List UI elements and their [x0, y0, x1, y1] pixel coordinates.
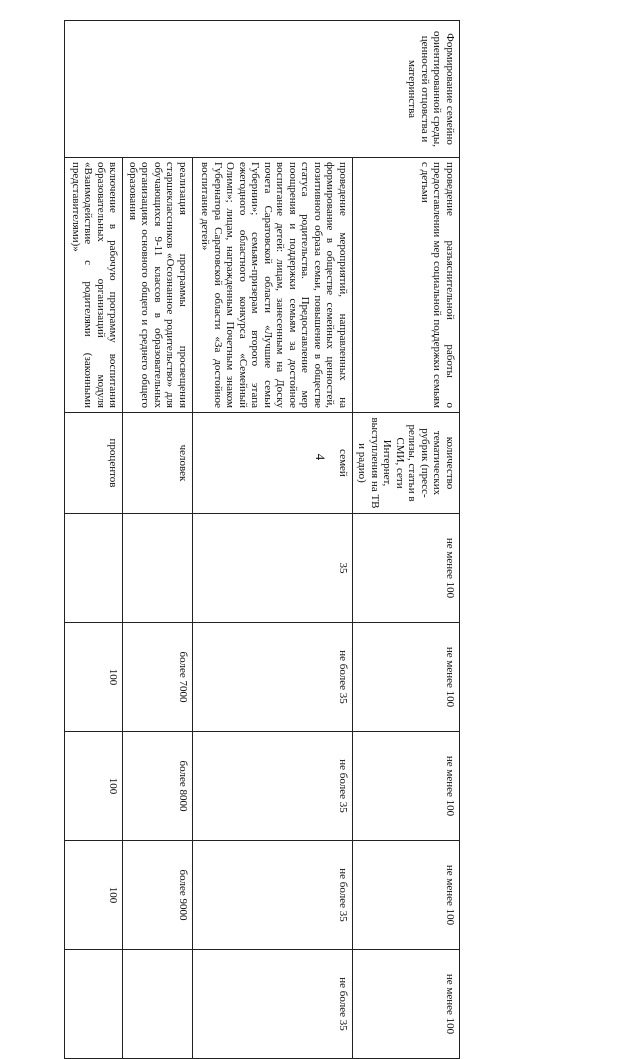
unit-cell: процентов — [65, 413, 123, 514]
measures-table — [65, 20, 461, 1059]
value-cell: не более 35 — [193, 841, 353, 950]
measure-cell: включение в рабочую программу воспитания образовательных организаций модуля «Взаимодействие с родителями (законными представителями)» — [65, 158, 123, 413]
value-cell: 100 — [65, 841, 123, 950]
value-cell: 100 — [65, 623, 123, 732]
value-cell: не менее 100 — [353, 732, 460, 841]
value-cell — [65, 514, 123, 623]
unit-cell: количество тематических рубрик (пресс-релизы, статьи в СМИ, сети Интернет, выступления на ТВ и радио) — [353, 413, 460, 514]
unit-cell: человек — [123, 413, 193, 514]
table-row — [123, 21, 193, 1059]
value-cell: не менее 100 — [353, 841, 460, 950]
measure-cell: реализация программы просвещения старшеклассников «Осознанное родительство» для обучающихся 9-11 классов в образовательных организациях основного общего и среднего общего образования — [123, 158, 193, 413]
value-cell — [123, 514, 193, 623]
value-cell: 100 — [65, 732, 123, 841]
value-cell — [65, 950, 123, 1059]
value-cell: не более 35 — [193, 732, 353, 841]
value-cell: более 9000 — [123, 841, 193, 950]
measure-cell: проведение мероприятий, направленных на формирование в обществе семейных ценностей, позитивного образа семьи, повышение в обществе статуса родительства. Предоставление мер поощрения и поддержки семьям за достойное воспитание детей: лицам, занесенным на Доску почета Саратовской области «Лучшие семьи Губернии»; семьям-призерам второго этапа ежегодного областного конкурса «Семейный Олимп»; лицам, награжденным Почетным знаком Губернатора Саратовской области «За достойное воспитание детей» — [193, 158, 353, 413]
value-cell: не менее 100 — [353, 950, 460, 1059]
unit-cell: семей — [193, 413, 353, 514]
table-row — [353, 21, 460, 1059]
value-cell — [123, 950, 193, 1059]
direction-cell: Формирование семейно ориентированной среды, ценностей отцовства и материнства — [65, 21, 460, 158]
value-cell: более 7000 — [123, 623, 193, 732]
rotated-table-container — [70, 20, 460, 1035]
table-row — [193, 21, 353, 1059]
value-cell: 35 — [193, 514, 353, 623]
value-cell: не более 35 — [193, 950, 353, 1059]
value-cell: не менее 100 — [353, 514, 460, 623]
page-number: 4 — [313, 453, 328, 461]
value-cell: не менее 100 — [353, 623, 460, 732]
table-row — [65, 21, 123, 1059]
value-cell: не более 35 — [193, 623, 353, 732]
value-cell: более 8000 — [123, 732, 193, 841]
measure-cell: проведение разъяснительной работы о предоставлении мер социальной поддержки семьям с детьми — [353, 158, 460, 413]
